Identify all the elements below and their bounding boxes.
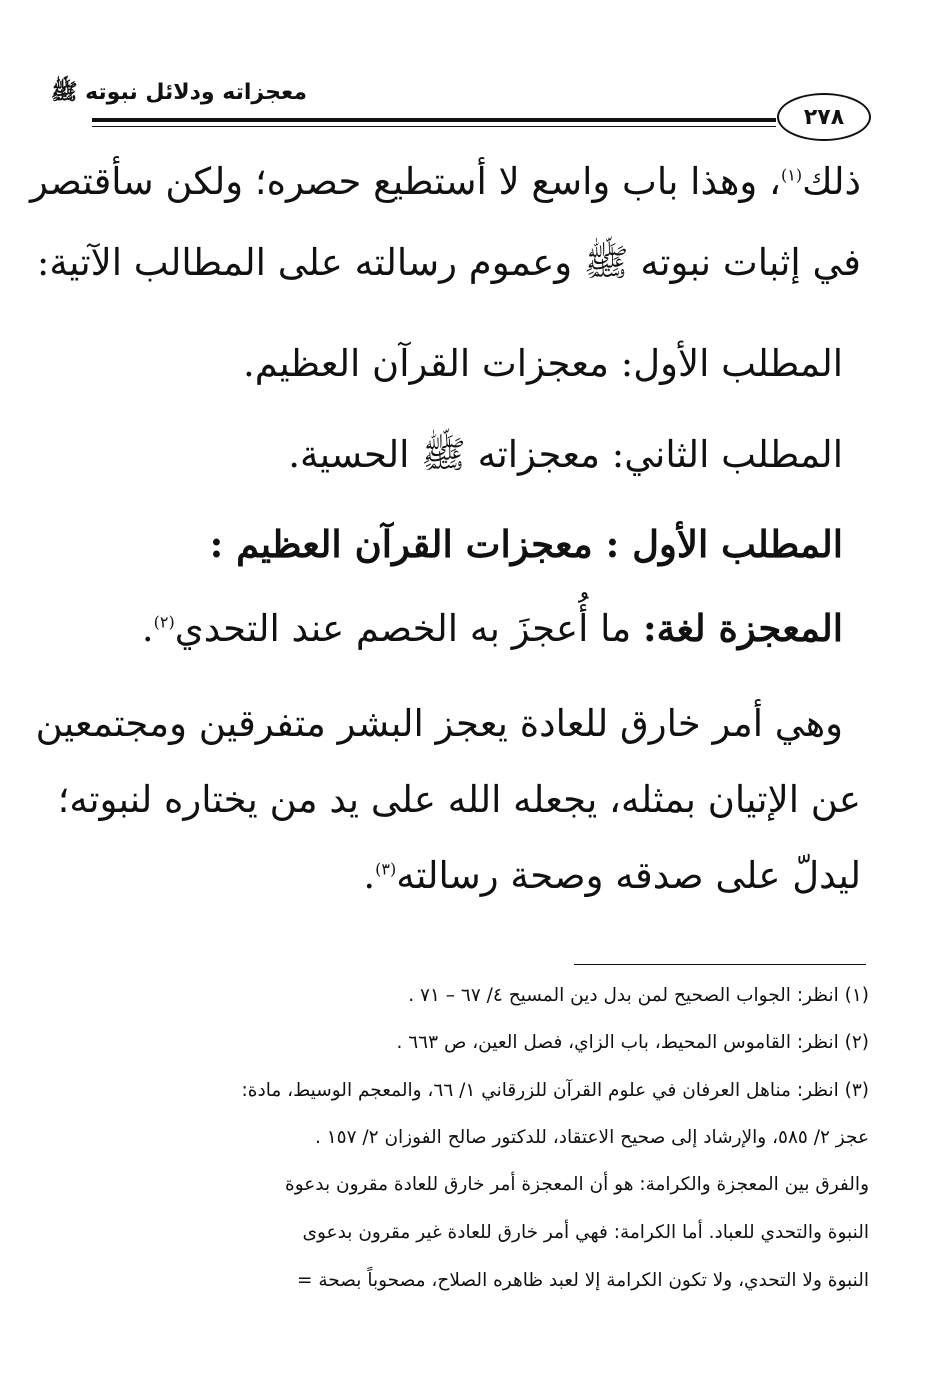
footnote-3-line-1: (٣) انظر: مناهل العرفان في علوم القرآن للزرقاني ١/ ٦٦، والمعجم الوسيط، مادة:: [241, 1080, 869, 1101]
body-text: .: [363, 854, 376, 897]
header-rule-thick: [92, 118, 776, 122]
body-line-4: عن الإتيان بمثله، يجعله الله على يد من يختاره لنبوته؛: [57, 778, 861, 821]
body-text: ليدلّ على صدقه وصحة رسالته: [396, 854, 861, 897]
section-heading: المطلب الأول : معجزات القرآن العظيم :: [209, 522, 843, 566]
running-header-title: معجزاته ودلائل نبوته ﷺ: [50, 80, 307, 105]
definition-term: المعجزة لغة:: [643, 606, 843, 650]
body-text: ، وهذا باب واسع لا أستطيع حصره؛ ولكن سأقتصر: [29, 160, 781, 203]
definition-line: [142, 606, 843, 650]
definition-text: ما أُعجزَ به الخصم عند التحدي: [174, 607, 644, 650]
outline-item-2: المطلب الثاني: معجزاته ﷺ الحسية.: [288, 433, 843, 476]
page-number: ٢٧٨: [777, 93, 871, 141]
footnote-2: (٢) انظر: القاموس المحيط، باب الزاي، فصل العين، ص ٦٦٣ .: [396, 1032, 869, 1053]
footnote-ref-2[interactable]: (٢): [153, 612, 175, 632]
body-line-1: [30, 160, 861, 203]
body-line-3: وهي أمر خارق للعادة يعجز البشر متفرقين ومجتمعين: [35, 702, 843, 745]
outline-item-1: المطلب الأول: معجزات القرآن العظيم.: [242, 342, 843, 385]
footnote-3-line-2: عجز ٢/ ٥٨٥، والإرشاد إلى صحيح الاعتقاد، للدكتور صالح الفوزان ٢/ ١٥٧ .: [314, 1127, 869, 1148]
footnote-3-line-3: والفرق بين المعجزة والكرامة: هو أن المعجزة أمر خارق للعادة مقرون بدعوة: [285, 1174, 869, 1195]
footnote-ref-1[interactable]: (١): [780, 165, 803, 185]
body-text: ذلك: [802, 160, 861, 203]
header-rule-thin: [92, 126, 776, 127]
body-line-5: [363, 854, 861, 897]
footnote-3-line-5: النبوة ولا التحدي، ولا تكون الكرامة إلا لعبد ظاهره الصلاح، مصحوباً بصحة =: [297, 1270, 869, 1291]
body-line-2: في إثبات نبوته ﷺ وعموم رسالته على المطالب الآتية:: [36, 241, 861, 284]
footnote-1: (١) انظر: الجواب الصحيح لمن بدل دين المسيح ٤/ ٦٧ – ٧١ .: [408, 985, 869, 1006]
footnote-separator: [574, 964, 866, 965]
definition-end: .: [141, 607, 154, 650]
footnote-3-line-4: النبوة والتحدي للعباد. أما الكرامة: فهي أمر خارق للعادة غير مقرون بدعوى: [302, 1222, 869, 1243]
footnote-ref-3[interactable]: (٣): [375, 859, 397, 879]
